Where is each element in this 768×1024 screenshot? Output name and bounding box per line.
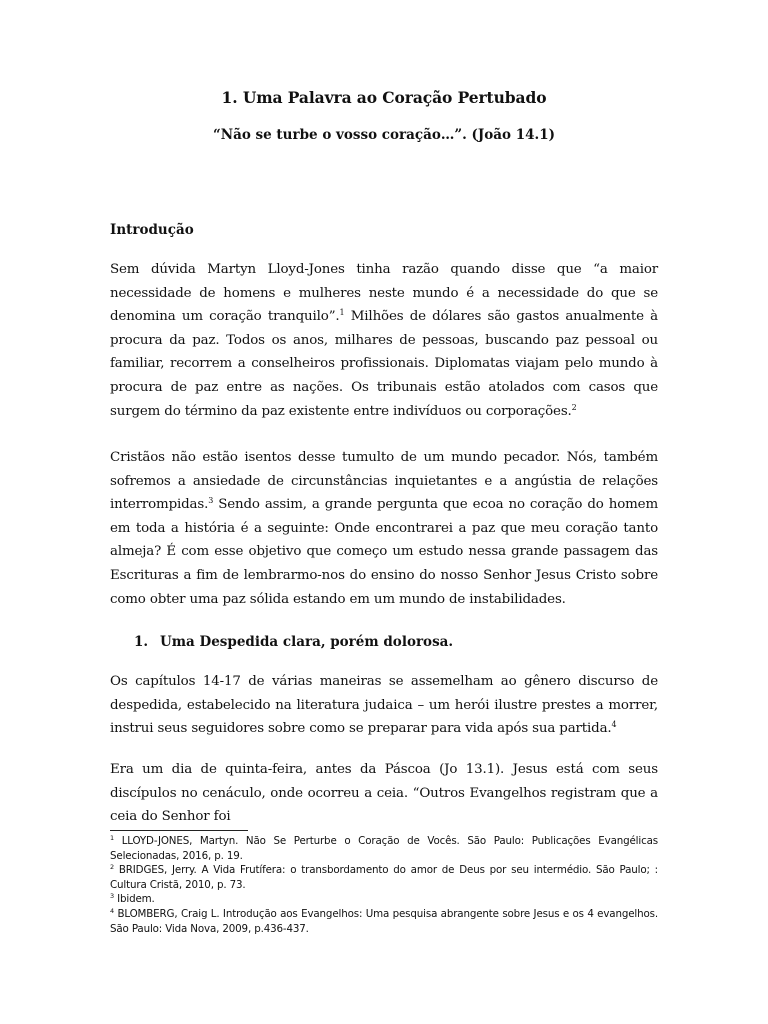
paragraph-3-text: Os capítulos 14-17 de várias maneiras se assemelham ao gênero discurso de despedida, estabelecido na literatura judaica – um herói ilustre prestes a morrer, instrui seus seguidores sobre como se preparar para vida após sua partida. — [110, 674, 658, 737]
page-title: 1. Uma Palavra ao Coração Pertubado — [221, 88, 547, 107]
footnote-2 — [110, 863, 658, 892]
paragraph-2-text-b: Sendo assim, a grande pergunta que ecoa no coração do homem em toda a história é a seguinte: Onde encontrarei a paz que meu coração tanto almeja? É com esse objetivo que começo um estudo nessa grande passagem das Escrituras a fim de lembrarmo-nos do ensino do nosso Senhor Jesus Cristo sobre como obter uma paz sólida estando em um mundo de instabilidades. — [110, 497, 658, 607]
footnote-number: 4 — [110, 906, 114, 915]
footnote-number: 3 — [110, 892, 114, 901]
footnote-ref-4[interactable]: 4 — [611, 720, 617, 730]
paragraph-4: Era um dia de quinta-feira, antes da Páscoa (Jo 13.1). Jesus está com seus discípulos no cenáculo, onde ocorreu a ceia. “Outros Evangelhos registram que a ceia do Senhor foi — [110, 762, 658, 825]
footnote-number: 2 — [110, 863, 114, 872]
paragraph-1-text-a: Sem dúvida Martyn Lloyd-Jones tinha razão quando disse que “a maior necessidade de homens e mulheres neste mundo é a necessidade do que se denomina um coração tranquilo”. — [110, 262, 658, 325]
paragraph-1-text-b: Milhões de dólares são gastos anualmente à procura da paz. Todos os anos, milhares de pessoas, buscando paz pessoal ou familiar, recorrem a conselheiros profissionais. Diplomatas viajam pelo mundo à procura de paz entre as nações. Os tribunais estão atolados com casos que surgem do término da paz existente entre indivíduos ou corporações. — [110, 309, 658, 419]
footnote-text: BLOMBERG, Craig L. Introdução aos Evangelhos: Uma pesquisa abrangente sobre Jesus e os 4 evangelhos. São Paulo: Vida Nova, 2009, p.436-437. — [110, 907, 658, 935]
footnotes — [110, 834, 658, 936]
footnote-text: Ibidem. — [114, 893, 155, 906]
footnote-ref-1[interactable]: 1 — [339, 308, 345, 318]
footnote-separator — [110, 830, 248, 831]
footnote-text: LLOYD-JONES, Martyn. Não Se Perturbe o Coração de Vocês. São Paulo: Publicações Evangélicas Selecionadas, 2016, p. 19. — [110, 835, 658, 862]
intro-heading: Introdução — [110, 222, 194, 238]
footnote-number: 1 — [110, 834, 114, 842]
paragraph-2 — [110, 446, 658, 611]
paragraph-2-text-a: Cristãos não estão isentos desse tumulto de um mundo pecador. Nós, também sofremos a ansiedade de circunstâncias inquietantes e a angústia de relações interrompidas. — [110, 450, 658, 513]
section-title: Uma Despedida clara, porém dolorosa. — [160, 634, 454, 650]
footnote-ref-2[interactable]: 2 — [571, 402, 577, 412]
footnote-text: BRIDGES, Jerry. A Vida Frutífera: o transbordamento do amor de Deus por seu intermédio. São Paulo; : Cultura Cristã, 2010, p. 73. — [110, 864, 658, 891]
paragraph-3 — [110, 670, 658, 741]
footnote-ref-3[interactable]: 3 — [208, 496, 214, 506]
paragraph-1 — [110, 258, 658, 423]
section-heading-1 — [134, 634, 654, 650]
footnote-4 — [110, 907, 658, 936]
footnote-1 — [110, 834, 658, 863]
section-number: 1. — [134, 634, 149, 650]
epigraph: “Não se turbe o vosso coração…”. (João 14.1) — [212, 127, 555, 143]
footnote-3 — [110, 892, 658, 907]
